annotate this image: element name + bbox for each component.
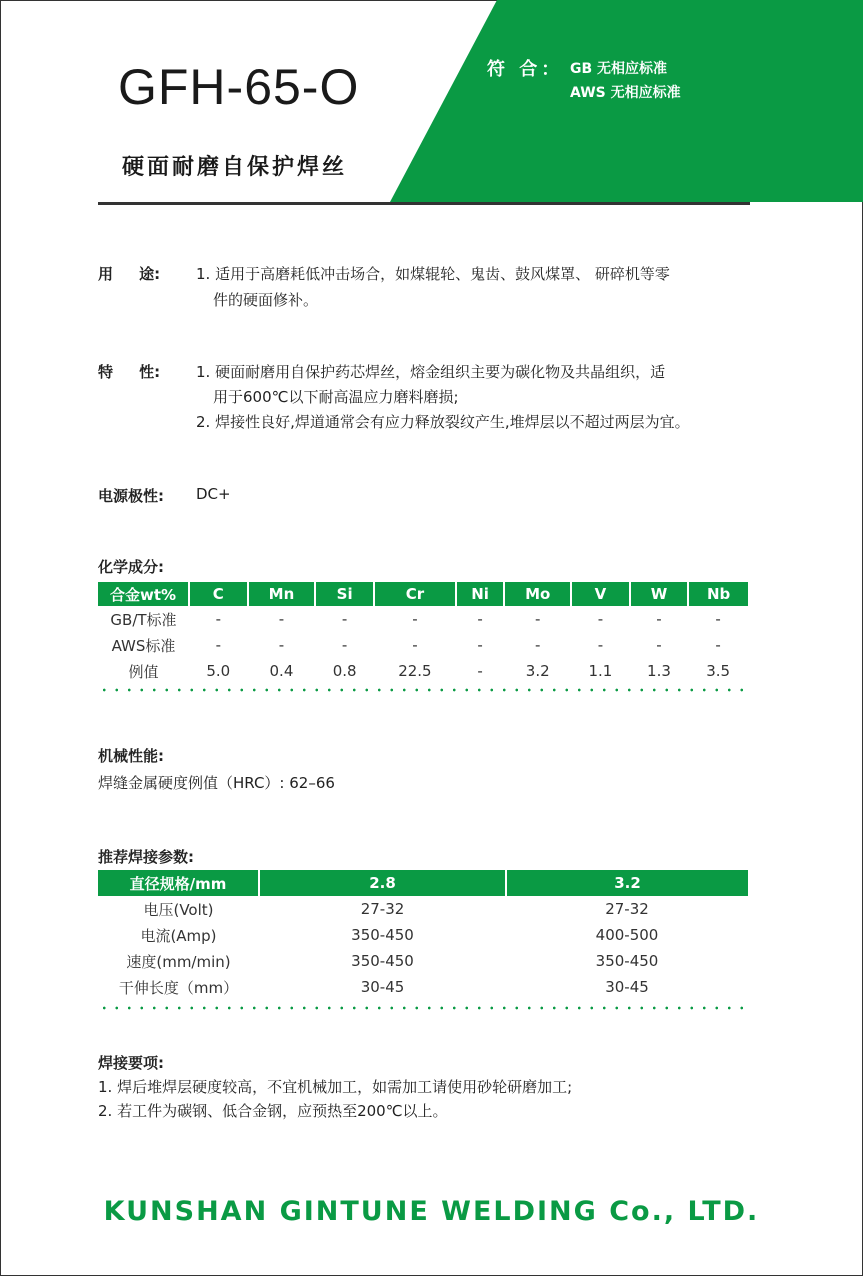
- chemistry-table: [98, 582, 748, 684]
- table-cell: 3.2: [525, 662, 550, 680]
- chemistry-title: 化学成分:: [98, 558, 164, 576]
- usage-label: 用 途:: [98, 265, 161, 283]
- chemistry-header-cell: Nb: [688, 582, 748, 606]
- table-row: [98, 632, 748, 658]
- table-cell: -: [477, 610, 483, 628]
- table-cell: 30-45: [360, 978, 405, 996]
- table-cell: 27-32: [360, 900, 405, 918]
- table-cell: 电流(Amp): [140, 926, 217, 945]
- welding-header-cell: 2.8: [259, 870, 506, 896]
- table-cell: AWS标准: [111, 636, 176, 655]
- table-cell: 电压(Volt): [143, 900, 214, 919]
- table-cell: -: [715, 636, 721, 654]
- chemistry-header-cell: C: [189, 582, 248, 606]
- standard-gb: GB 无相应标准: [570, 61, 668, 77]
- table-cell: 0.4: [269, 662, 294, 680]
- mechanical-title: 机械性能:: [98, 747, 164, 765]
- table-cell: 干伸长度（mm）: [118, 978, 239, 997]
- table-cell: -: [535, 636, 541, 654]
- table-cell: 5.0: [206, 662, 231, 680]
- welding-header-cell: 3.2: [506, 870, 748, 896]
- standard-label: 符 合：: [487, 59, 564, 80]
- welding-params-table: [98, 870, 748, 1000]
- mechanical-text: 焊缝金属硬度例值（HRC）: 62–66: [98, 774, 335, 792]
- table-cell: -: [656, 610, 662, 628]
- chemistry-header-cell: V: [571, 582, 630, 606]
- standard-aws: AWS 无相应标准: [570, 85, 681, 101]
- table-row: [98, 606, 748, 632]
- product-model: GFH-65-O: [118, 59, 360, 115]
- table-cell: 27-32: [605, 900, 649, 918]
- table-cell: 1.3: [647, 662, 671, 680]
- chemistry-header-cell: Ni: [456, 582, 504, 606]
- table-cell: -: [341, 610, 348, 628]
- features-line-2: 用于600℃以下耐高温应力磨料磨损;: [213, 388, 459, 406]
- table-cell: -: [412, 610, 418, 628]
- table-cell: 例值: [128, 662, 159, 681]
- features-line-1: 1. 硬面耐磨用自保护药芯焊丝，熔金组织主要为碳化物及共晶组织，适: [196, 363, 666, 381]
- welding-params-title: 推荐焊接参数:: [98, 848, 194, 866]
- table-cell: -: [341, 636, 348, 654]
- product-subtitle: 硬面耐磨自保护焊丝: [122, 155, 348, 180]
- table-row: [98, 658, 748, 684]
- polarity-label: 电源极性:: [98, 487, 164, 505]
- notes-line-1: 1. 焊后堆焊层硬度较高，不宜机械加工，如需加工请使用砂轮研磨加工;: [98, 1078, 573, 1096]
- chemistry-header-row: [98, 582, 748, 606]
- table-cell: -: [715, 610, 721, 628]
- table-cell: -: [656, 636, 662, 654]
- chemistry-header-cell: 合金wt%: [98, 582, 189, 606]
- company-name: KUNSHAN GINTUNE WELDING Co., LTD.: [103, 1196, 760, 1227]
- table-cell: 350-450: [351, 952, 414, 970]
- polarity-value: DC+: [196, 485, 231, 503]
- table-cell: 400-500: [595, 926, 659, 944]
- table-cell: 速度(mm/min): [126, 952, 231, 971]
- chemistry-header-cell: W: [630, 582, 689, 606]
- table-cell: -: [535, 610, 541, 628]
- usage-line-1: 1. 适用于高磨耗低冲击场合，如煤辊轮、鬼齿、鼓风煤罩、 研碎机等零: [196, 265, 670, 283]
- table-cell: -: [597, 636, 604, 654]
- table-row: [98, 948, 748, 974]
- dotted-divider: [98, 1006, 748, 1010]
- table-cell: GB/T标准: [110, 610, 177, 629]
- notes-title: 焊接要项:: [98, 1054, 164, 1072]
- table-cell: -: [215, 636, 221, 654]
- table-cell: 1.1: [588, 662, 613, 680]
- table-cell: -: [215, 610, 221, 628]
- usage-line-2: 件的硬面修补。: [213, 291, 319, 309]
- features-label: 特 性:: [98, 363, 161, 381]
- table-cell: -: [278, 636, 285, 654]
- table-cell: -: [278, 610, 285, 628]
- table-cell: 350-450: [595, 952, 659, 970]
- table-row: [98, 896, 748, 922]
- table-cell: -: [477, 662, 483, 680]
- header-divider: [98, 202, 750, 205]
- table-cell: -: [412, 636, 418, 654]
- chemistry-header-cell: Cr: [374, 582, 456, 606]
- table-cell: -: [597, 610, 604, 628]
- table-row: [98, 974, 748, 1000]
- chemistry-header-cell: Mo: [504, 582, 571, 606]
- dotted-divider: [98, 688, 748, 692]
- chemistry-header-cell: Si: [315, 582, 374, 606]
- table-cell: 30-45: [605, 978, 649, 996]
- table-cell: 0.8: [332, 662, 357, 680]
- welding-header-row: [98, 870, 748, 896]
- table-cell: 350-450: [351, 926, 414, 944]
- table-row: [98, 922, 748, 948]
- table-cell: 3.5: [706, 662, 731, 680]
- table-cell: -: [477, 636, 483, 654]
- table-cell: 22.5: [398, 662, 432, 680]
- notes-line-2: 2. 若工件为碳钢、低合金钢，应预热至200℃以上。: [98, 1102, 448, 1120]
- chemistry-header-cell: Mn: [248, 582, 316, 606]
- features-line-3: 2. 焊接性良好,焊道通常会有应力释放裂纹产生,堆焊层以不超过两层为宜。: [196, 413, 690, 431]
- welding-header-cell: 直径规格/mm: [98, 870, 259, 896]
